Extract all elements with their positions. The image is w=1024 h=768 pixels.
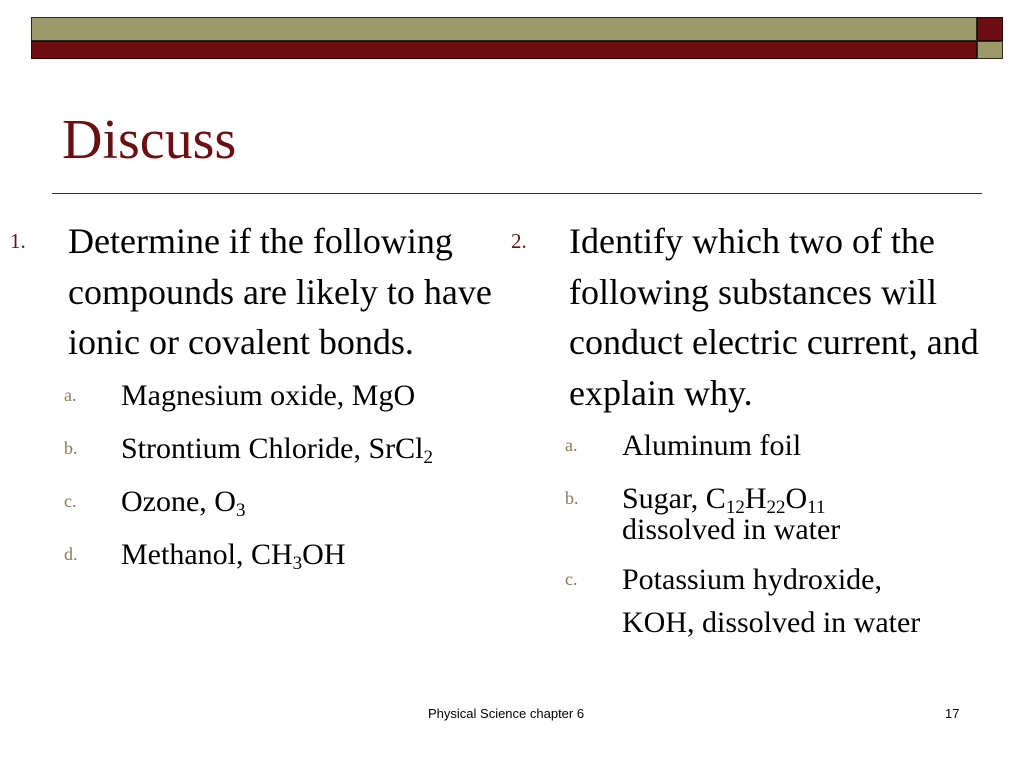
question-2-number: 2.: [511, 229, 527, 253]
subscript: 11: [807, 497, 826, 518]
slide-title: Discuss: [62, 109, 237, 171]
list-item-text: OH: [302, 537, 346, 571]
page-number: 17: [945, 706, 960, 721]
question-2: [511, 216, 1016, 418]
list-item-text: Methanol, CH: [121, 537, 293, 571]
subscript: 12: [725, 497, 745, 518]
list-item-text: O: [785, 482, 808, 515]
list-item-letter: a.: [64, 384, 77, 405]
question-1: [10, 216, 510, 368]
list-item: [10, 480, 510, 523]
list-item-text: Ozone, O: [121, 484, 236, 518]
list-item-letter: b.: [64, 437, 78, 458]
list-item-letter: d.: [64, 543, 78, 564]
list-item-text: Aluminum foil: [622, 429, 802, 462]
header-bar-olive: [31, 17, 977, 41]
list-item: [511, 477, 1016, 548]
question-1-text: Determine if the following compounds are likely to have ionic or covalent bonds.: [68, 221, 492, 362]
list-item-letter: c.: [64, 490, 77, 511]
question-1-column: [10, 216, 510, 576]
title-divider: [52, 193, 982, 194]
subscript: 3: [235, 499, 246, 521]
list-item-text: Strontium Chloride, SrCl: [121, 431, 424, 465]
list-item-text: H: [744, 482, 767, 515]
question-2-column: [511, 216, 1016, 644]
question-1-number: 1.: [10, 229, 26, 253]
list-item: [511, 558, 1016, 644]
header-bar-maroon: [31, 41, 977, 59]
list-item-text: KOH, dissolved in water: [622, 606, 921, 639]
list-item: [10, 374, 510, 417]
subscript: 22: [766, 497, 786, 518]
subscript: 3: [292, 552, 303, 574]
list-item: [10, 427, 510, 470]
list-item-letter: b.: [565, 488, 579, 508]
header-square-maroon: [977, 17, 1003, 41]
slide-footer: Physical Science chapter 6: [428, 706, 585, 721]
header-square-olive: [977, 41, 1003, 59]
list-item-text: Sugar, C: [622, 482, 726, 515]
question-2-text: Identify which two of the following substances will conduct electric current, and explain why.: [569, 221, 979, 413]
list-item: [511, 424, 1016, 467]
list-item: [10, 533, 510, 576]
list-item-letter: a.: [565, 435, 578, 455]
list-item-text: dissolved in water: [622, 513, 841, 546]
subscript: 2: [423, 446, 434, 468]
list-item-text: Potassium hydroxide,: [622, 563, 882, 596]
list-item-letter: c.: [565, 569, 578, 589]
list-item-text: Magnesium oxide, MgO: [121, 378, 416, 412]
